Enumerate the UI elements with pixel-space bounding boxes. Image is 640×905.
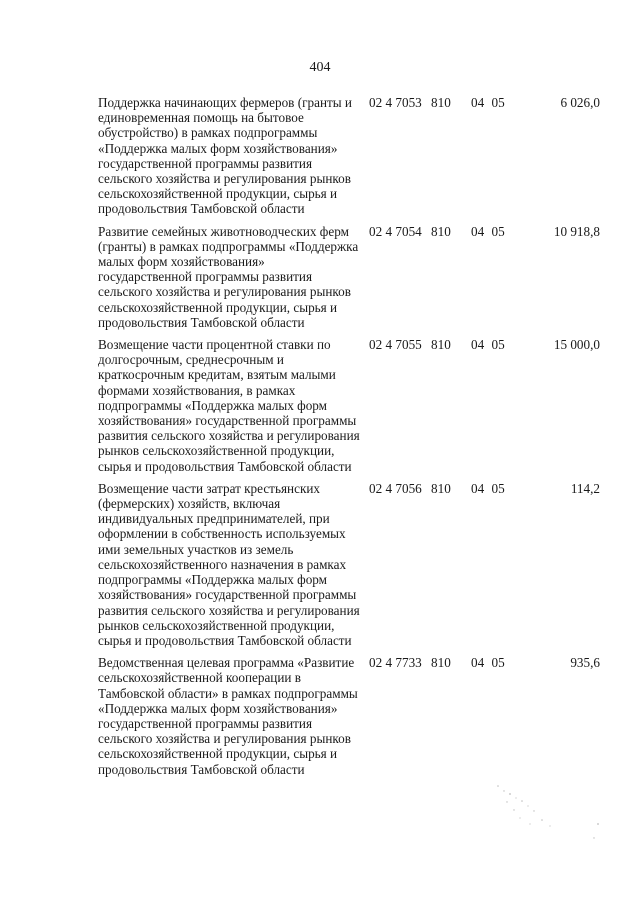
row-section-code: 04 05 bbox=[471, 223, 505, 239]
row-amount: 15 000,0 bbox=[553, 337, 600, 353]
row-expense-type: 810 bbox=[431, 95, 451, 110]
row-section-code: 04 05 bbox=[471, 95, 505, 110]
row-description: Ведомственная целевая программа «Развитие сельскохозяйственной кооперации в Тамбовской области» в рамках подпрограммы «Поддержка малых форм хозяйствования» государственной программы развития сельского хозяйства и регулирования рынков сельскохозяйственной продукции, сырья и продовольствия Тамбовской области bbox=[98, 655, 358, 777]
table-row bbox=[0, 224, 640, 330]
scan-artifact bbox=[490, 780, 610, 850]
row-expense-type: 810 bbox=[431, 655, 451, 671]
budget-table bbox=[0, 95, 640, 784]
row-section-code: 04 05 bbox=[471, 337, 505, 353]
row-description: Возмещение части процентной ставки по долгосрочным, среднесрочным и краткосрочным кредитам, взятым малыми формами хозяйствования, в рамках подпрограммы «Поддержка малых форм хозяйствования» государственной программы развития сельского хозяйства и регулирования рынков сельскохозяйственной продукции, сырья и продовольствия Тамбовской области bbox=[98, 337, 360, 474]
page-number: 404 bbox=[309, 60, 331, 75]
table-row bbox=[0, 95, 640, 217]
row-expense-type: 810 bbox=[431, 337, 451, 353]
row-section-code: 04 05 bbox=[471, 655, 505, 671]
row-target-code: 02 4 7055 bbox=[369, 337, 422, 353]
row-target-code: 02 4 7733 bbox=[369, 655, 422, 671]
row-expense-type: 810 bbox=[431, 480, 451, 496]
row-amount: 6 026,0 bbox=[560, 95, 600, 110]
row-description: Поддержка начинающих фермеров (гранты и единовременная помощь на бытовое обустройство) в рамках подпрограммы «Поддержка малых форм хозяйствования» государственной программы развития сельского хозяйства и регулирования рынков сельскохозяйственной продукции, сырья и продовольствия Тамбовской области bbox=[98, 95, 352, 217]
row-amount: 10 918,8 bbox=[553, 223, 600, 239]
table-row bbox=[0, 655, 640, 777]
row-section-code: 04 05 bbox=[471, 480, 505, 496]
table-row bbox=[0, 337, 640, 474]
row-description: Развитие семейных животноводческих ферм (гранты) в рамках подпрограммы «Поддержка малых форм хозяйствования» государственной программы развития сельского хозяйства и регулирования рынков сельскохозяйственной продукции, сырья и продовольствия Тамбовской области bbox=[98, 223, 359, 330]
row-description: Возмещение части затрат крестьянских (фермерских) хозяйств, включая индивидуальных предпринимателей, при оформлении в собственность используемых ими земельных участков из земель сельскохозяйственного назначения в рамках подпрограммы «Поддержка малых форм хозяйствования» государственной программы развития сельского хозяйства и регулирования рынков сельскохозяйственной продукции, сырья и продовольствия Тамбовской области bbox=[98, 480, 360, 648]
row-expense-type: 810 bbox=[431, 223, 451, 239]
row-amount: 114,2 bbox=[570, 480, 600, 496]
table-row bbox=[0, 481, 640, 648]
row-target-code: 02 4 7053 bbox=[369, 95, 422, 110]
row-target-code: 02 4 7056 bbox=[369, 480, 422, 496]
row-amount: 935,6 bbox=[570, 655, 600, 671]
row-target-code: 02 4 7054 bbox=[369, 223, 422, 239]
